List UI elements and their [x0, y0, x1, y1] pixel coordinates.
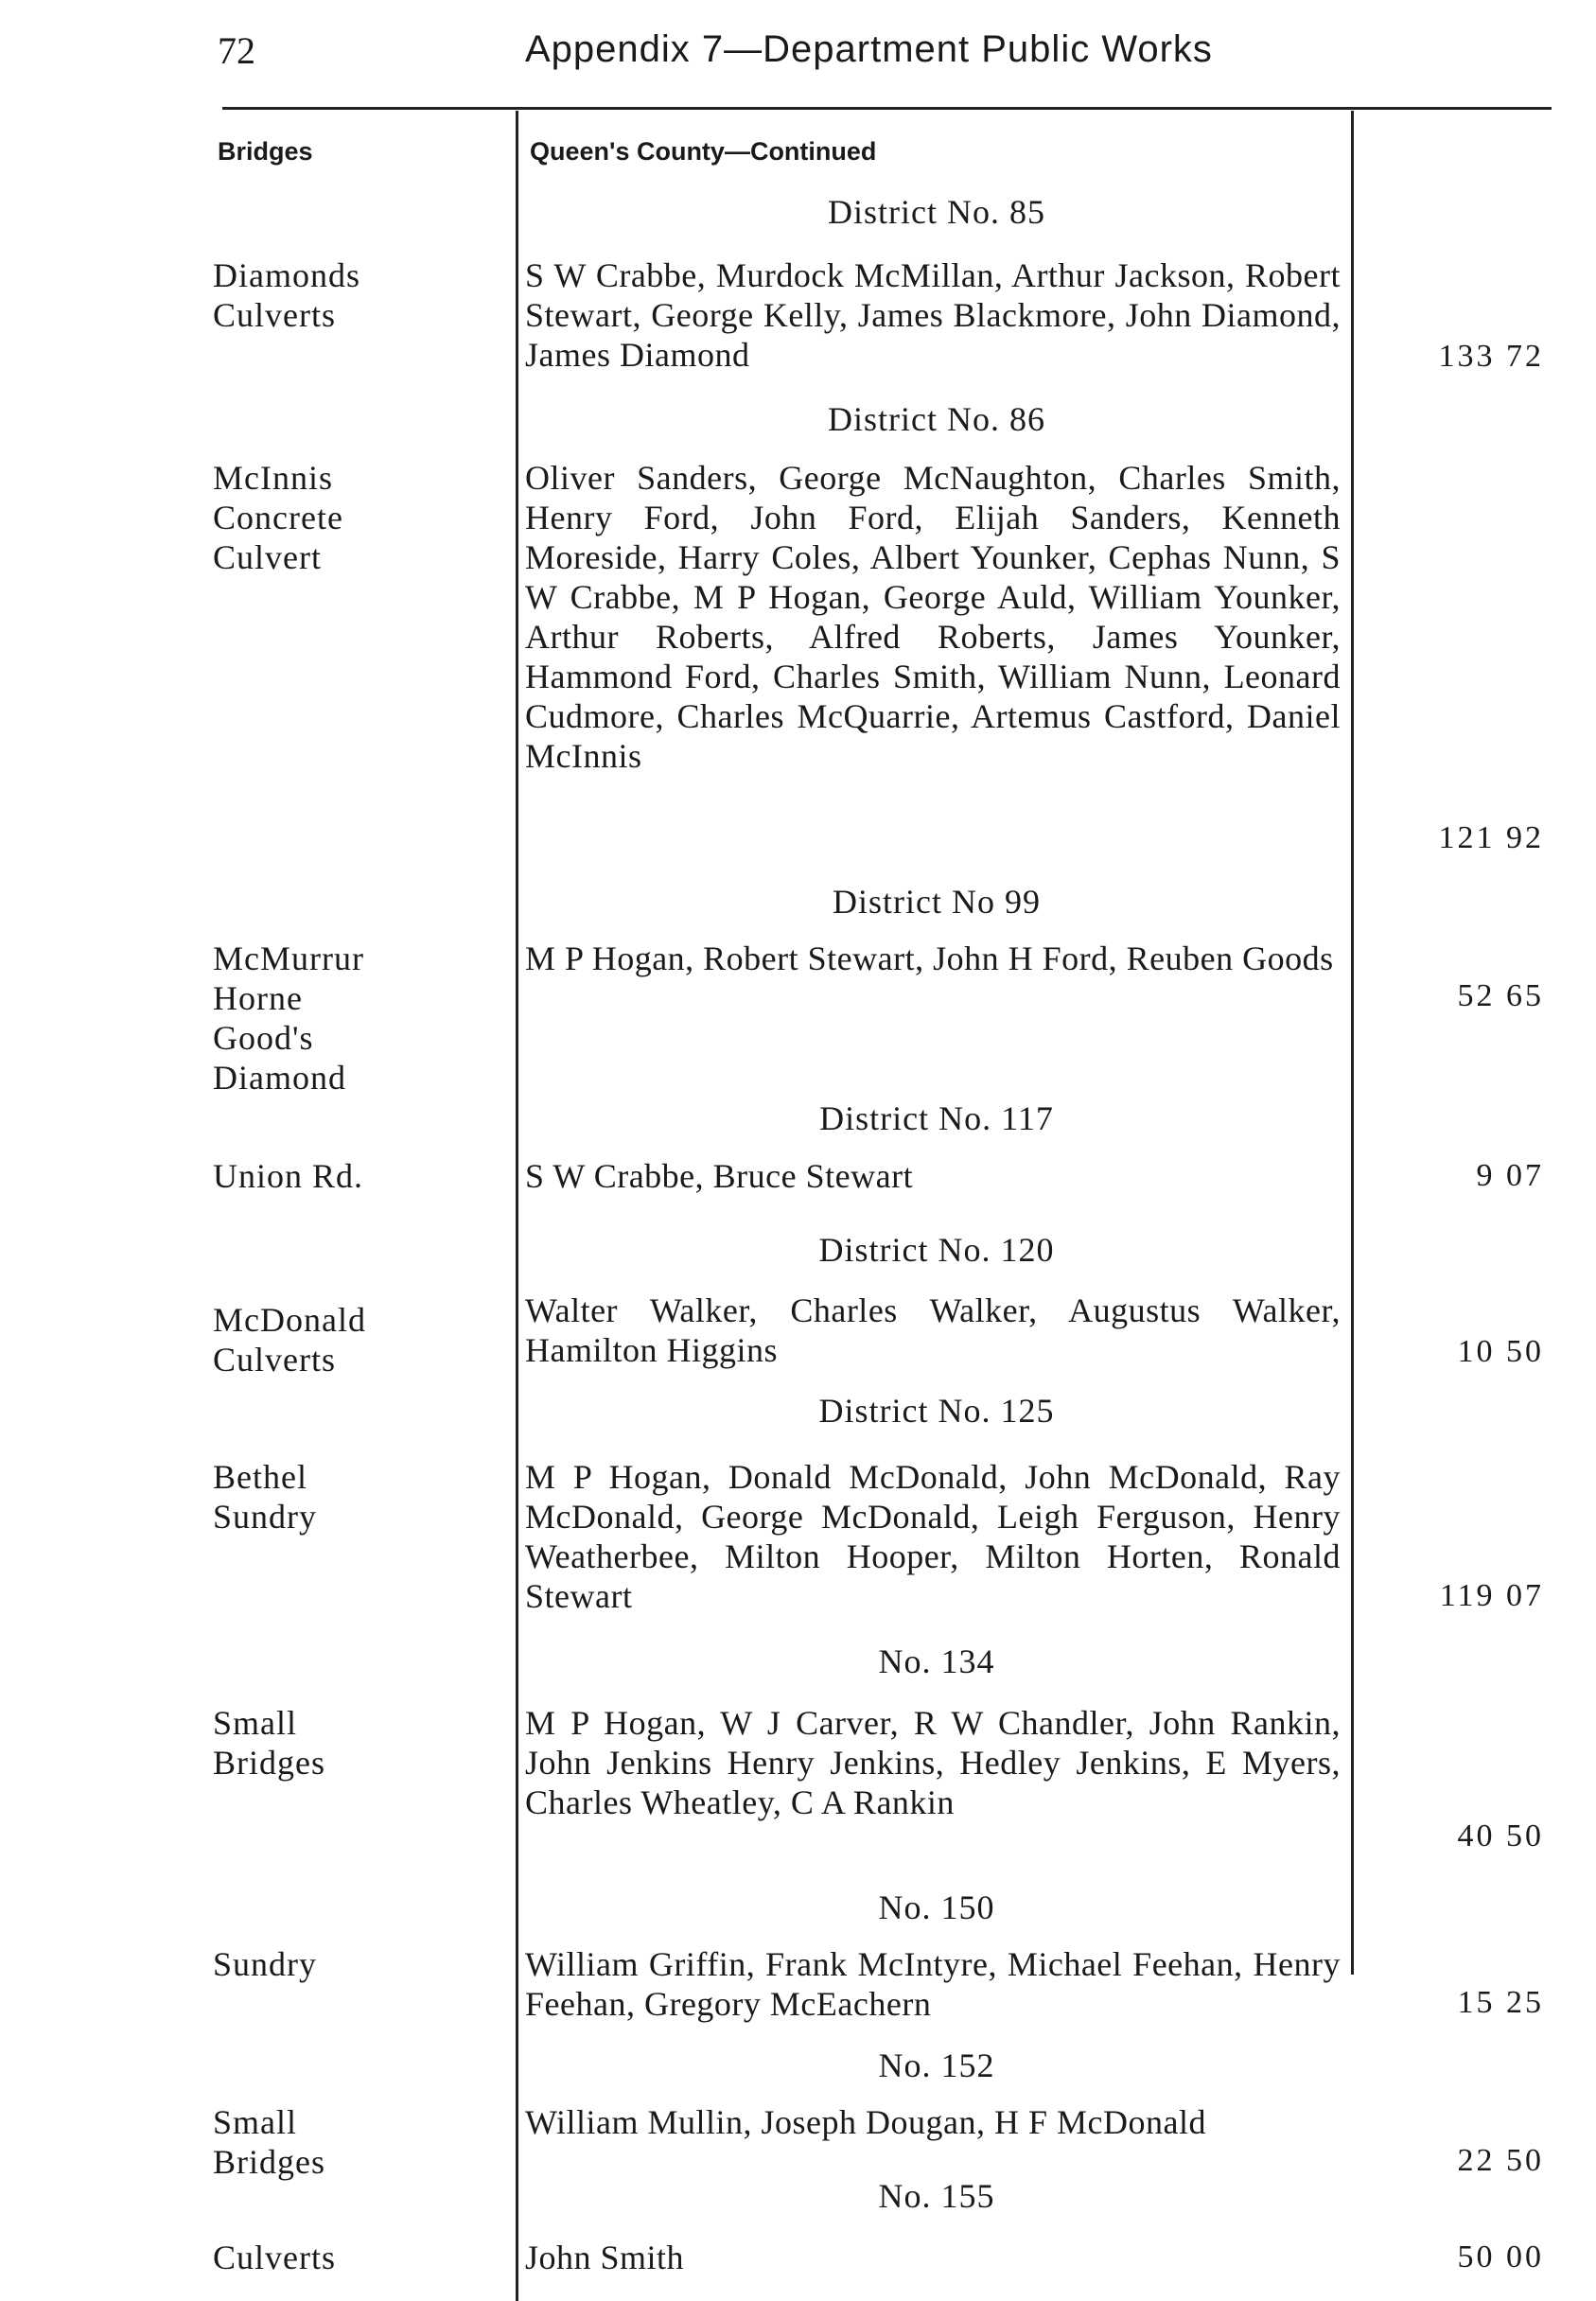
bridge-label: McMurrur Horne Good's Diamond — [213, 940, 364, 1097]
names-list: William Griffin, Frank McIntyre, Michael Feehan, Henry Feehan, Gregory McEachern — [525, 1945, 1341, 2023]
bridge-label: Small Bridges — [213, 2103, 325, 2181]
bridge-label: Diamonds Culverts — [213, 256, 360, 334]
column-divider-left — [516, 111, 518, 2301]
district-heading: District No 99 — [833, 883, 1041, 921]
names-list: Walter Walker, Charles Walker, Augustus Walker, Hamilton Higgins — [525, 1291, 1341, 1369]
header-rule — [222, 107, 1552, 110]
names-list: S W Crabbe, Bruce Stewart — [525, 1157, 914, 1195]
amount: 121 92 — [1438, 820, 1544, 855]
names-list: M P Hogan, Donald McDonald, John McDonald, Ray McDonald, George McDonald, Leigh Ferguson, Henry Weatherbee, Milton Hooper, Milton Horten, Ronald Stewart — [525, 1458, 1341, 1615]
amount: 9 07 — [1476, 1158, 1544, 1193]
bridge-label: McDonald Culverts — [213, 1301, 366, 1379]
district-heading: District No. 125 — [818, 1392, 1055, 1430]
bridge-label: Bethel Sundry — [213, 1458, 318, 1536]
names-list: S W Crabbe, Murdock McMillan, Arthur Jackson, Robert Stewart, George Kelly, James Blackmore, John Diamond, James Diamond — [525, 256, 1341, 374]
amount: 22 50 — [1457, 2143, 1544, 2178]
district-heading: District No. 117 — [819, 1099, 1054, 1137]
names-list: William Mullin, Joseph Dougan, H F McDonald — [525, 2103, 1207, 2141]
amount: 10 50 — [1457, 1334, 1544, 1369]
column-heading-bridges: Bridges — [218, 137, 313, 166]
bridge-label: Sundry — [213, 1945, 318, 1983]
bridge-label: McInnis Concrete Culvert — [213, 459, 343, 576]
district-heading: District No. 85 — [828, 193, 1045, 231]
page-header — [218, 28, 1561, 95]
amount: 133 72 — [1438, 339, 1544, 374]
page-number: 72 — [218, 29, 255, 72]
running-title: Appendix 7—Department Public Works — [525, 28, 1213, 70]
bridge-label: Union Rd. — [213, 1157, 364, 1195]
bridge-label: Culverts — [213, 2239, 336, 2276]
names-list: John Smith — [525, 2239, 685, 2276]
amount: 52 65 — [1457, 978, 1544, 1013]
column-divider-right — [1351, 111, 1354, 1975]
district-heading: No. 152 — [878, 2046, 995, 2084]
bridge-label: Small Bridges — [213, 1704, 325, 1782]
district-heading: District No. 86 — [828, 400, 1045, 438]
district-heading: No. 150 — [878, 1888, 995, 1926]
district-heading: District No. 120 — [818, 1231, 1055, 1269]
names-list: M P Hogan, W J Carver, R W Chandler, John Rankin, John Jenkins Henry Jenkins, Hedley Jenkins, E Myers, Charles Wheatley, C A Rankin — [525, 1704, 1341, 1821]
district-heading: No. 155 — [878, 2177, 995, 2215]
column-heading-county: Queen's County—Continued — [530, 137, 877, 166]
amount: 15 25 — [1457, 1985, 1544, 2020]
names-list: Oliver Sanders, George McNaughton, Charles Smith, Henry Ford, John Ford, Elijah Sanders, Kenneth Moreside, Harry Coles, Albert Younker, Cephas Nunn, S W Crabbe, M P Hogan, George Auld, William Younker, Arthur Roberts, Alfred Roberts, James Younker, Hammond Ford, Charles Smith, William Nunn, Leonard Cudmore, Charles McQuarrie, Artemus Castford, Daniel McInnis — [525, 459, 1341, 775]
district-heading: No. 134 — [878, 1642, 995, 1680]
amount: 119 07 — [1439, 1578, 1544, 1613]
amount: 50 00 — [1457, 2240, 1544, 2275]
amount: 40 50 — [1457, 1818, 1544, 1853]
names-list: M P Hogan, Robert Stewart, John H Ford, Reuben Goods — [525, 940, 1334, 977]
